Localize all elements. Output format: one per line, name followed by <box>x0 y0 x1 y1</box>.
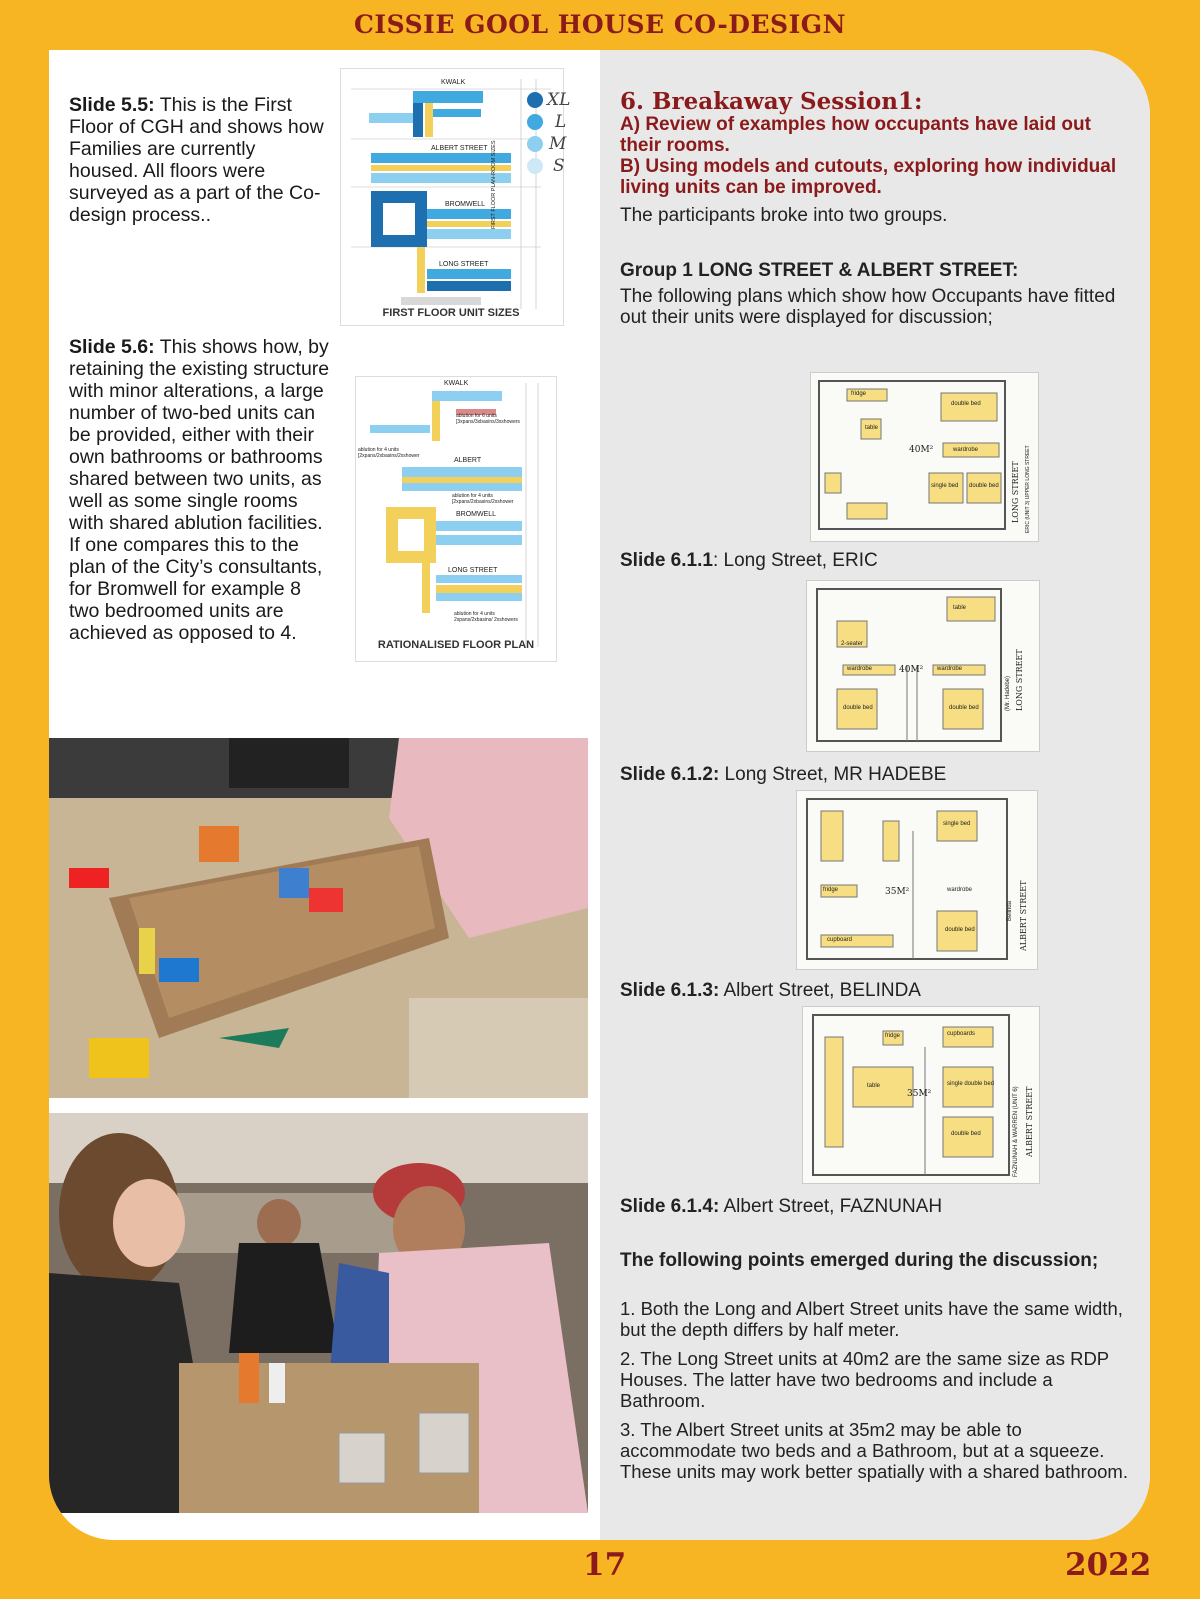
page-number: 17 <box>583 1547 627 1583</box>
workshop-photo-participants-image <box>49 1113 588 1513</box>
rationalised-floor-plan <box>355 376 557 662</box>
sketch-plan-faznunah <box>802 1006 1040 1184</box>
sketch3-room-5: fridge <box>823 887 839 893</box>
slide-5-5-body: This is the First Floor of CGH and shows how Families are currently housed. All floors were surveyed as a part of the Co-design process.. <box>69 94 324 226</box>
slide-5-5-text <box>69 94 329 226</box>
plan2-label-long: LONG STREET <box>448 567 498 574</box>
sketch1-note: ERIC (UNIT 3) UPPER LONG STREET <box>1025 445 1031 533</box>
plan2-note-1: ablution for 6 units [3xpans/3xbasins/3xshowers <box>456 413 520 425</box>
plan1-title: FIRST FLOOR UNIT SIZES <box>382 307 520 319</box>
sketch2-note: (Mr. Hadebe) <box>1005 675 1011 711</box>
sketch4-area: 35M² <box>907 1089 932 1099</box>
caption-6-1-4 <box>620 1196 942 1218</box>
point-2: 2. The Long Street units at 40m2 are the same size as RDP Houses. The latter have two bedrooms and include a Bathroom. <box>620 1348 1109 1411</box>
legend-l-label: L <box>555 112 567 132</box>
right-column <box>600 50 1150 1540</box>
sketch-plan-belinda <box>796 790 1038 970</box>
sketch1-room-3: single bed <box>931 483 959 489</box>
plan1-side-label: FIRST FLOOR PLAN-ROOM SIZES <box>491 140 497 229</box>
sketch3-room-4: cupboard <box>827 937 853 943</box>
sketch4-street: ALBERT STREET <box>1025 1086 1034 1157</box>
sketch1-room-6: fridge <box>851 391 867 397</box>
sketch1-room-2: wardrobe <box>953 447 979 453</box>
caption-6-1-1-sep: : <box>712 550 719 571</box>
sketch4-room-5: fridge <box>885 1033 901 1039</box>
sketch2-room-1: wardrobe <box>847 666 873 672</box>
workshop-photo-participants <box>49 1113 588 1513</box>
sketch3-area: 35M² <box>885 887 910 897</box>
sketch2-room-5: 2-seater <box>841 641 864 647</box>
sketch3-room-3: double bed <box>945 927 975 933</box>
points-heading: The following points emerged during the discussion; <box>620 1250 1099 1271</box>
slide-5-6-body: This shows how, by retaining the existing structure with minor alterations, a large number of two-bed units can be provided, either with their own bathrooms or bathrooms shared between two units, as well as some single rooms with shared ablution facilities. If one compares this to the plan of the City’s consultants, for Bromwell for example 8 two bedroomed units are achieved as opposed to 4. <box>69 336 330 644</box>
content-card <box>49 50 1150 1540</box>
plan2-note-2: ablution for 4 units [2xpans/2xbasins/2xshower <box>358 447 420 459</box>
caption-6-1-2-label: Slide 6.1.2: <box>620 764 720 785</box>
plan2-label-albert: ALBERT <box>454 457 482 464</box>
slide-5-6-label: Slide 5.6: <box>69 336 155 358</box>
caption-6-1-1 <box>620 550 878 572</box>
plan2-note-3: ablution for 4 units [2xpans/2xbasins/2xshower <box>452 493 514 505</box>
plan2-label-kwalk: KWALK <box>444 380 469 387</box>
breakaway-sub-a: A) Review of examples how occupants have laid out their rooms. <box>620 114 1091 156</box>
caption-6-1-3-text: Albert Street, BELINDA <box>719 980 921 1001</box>
sketch2-area: 40M² <box>899 665 924 675</box>
plan1-label-bromwell: BROMWELL <box>445 201 486 208</box>
footer-year: 2022 <box>1065 1547 1152 1583</box>
workshop-photo-models <box>49 738 588 1098</box>
sketch-plan-eric-drawing <box>811 373 1038 541</box>
legend-xl-label: XL <box>547 90 571 110</box>
sketch1-room-4: double bed <box>969 483 999 489</box>
sketch3-street: ALBERT STREET <box>1019 880 1028 951</box>
point-1: 1. Both the Long and Albert Street units have the same width, but the depth differs by half meter. <box>620 1298 1123 1340</box>
left-column <box>49 50 600 1540</box>
legend-m-label: M <box>549 134 567 154</box>
caption-6-1-2-text: Long Street, MR HADEBE <box>719 764 947 785</box>
sketch1-area: 40M² <box>909 445 934 455</box>
caption-6-1-4-label: Slide 6.1.4: <box>620 1196 720 1217</box>
breakaway-intro: The participants broke into two groups. <box>620 205 948 226</box>
slide-5-5-label: Slide 5.5: <box>69 94 155 116</box>
legend-s-dot <box>527 158 543 174</box>
legend-m-dot <box>527 136 543 152</box>
group-heading: Group 1 LONG STREET & ALBERT STREET: <box>620 260 1019 281</box>
caption-6-1-3-label: Slide 6.1.3: <box>620 980 720 1001</box>
caption-6-1-4-text: Albert Street, FAZNUNAH <box>719 1196 943 1217</box>
first-floor-plan-drawing <box>341 69 563 325</box>
page-header-title: CISSIE GOOL HOUSE CO-DESIGN <box>354 10 846 39</box>
sketch2-room-2: wardrobe <box>937 666 963 672</box>
legend-s-label: S <box>553 156 565 176</box>
sketch3-room-2: wardrobe <box>947 887 973 893</box>
workshop-photo-models-image <box>49 738 588 1098</box>
sketch2-room-6: table <box>953 605 967 611</box>
slide-5-6-text <box>69 336 331 644</box>
caption-6-1-1-label: Slide 6.1.1 <box>620 550 713 571</box>
plan2-title: RATIONALISED FLOOR PLAN <box>377 639 535 651</box>
plan2-note-4: ablution for 4 units 2xpans/2xbasins/ 2xshowers <box>454 611 518 623</box>
sketch1-room-5: table <box>865 425 879 431</box>
sketch3-room-1: single bed <box>943 821 971 827</box>
plan1-label-kwalk: KWALK <box>441 79 466 86</box>
plan1-label-albert: ALBERT STREET <box>431 145 488 152</box>
sketch1-room-1: double bed <box>951 401 981 407</box>
sketch2-room-3: double bed <box>843 705 873 711</box>
breakaway-title: 6. Breakaway Session1: <box>620 88 923 115</box>
sketch4-room-1: cupboards <box>947 1031 976 1037</box>
plan1-label-long: LONG STREET <box>439 261 489 268</box>
sketch4-room-3: single double bed <box>947 1081 995 1087</box>
caption-6-1-1-text: Long Street, ERIC <box>718 550 878 571</box>
sketch3-note: Belinda <box>1007 900 1013 921</box>
breakaway-sub-b: B) Using models and cutouts, exploring how individual living units can be improved. <box>620 156 1117 198</box>
sketch4-note: FAZNUNAH & WARREN (UNIT 6) <box>1013 1086 1019 1177</box>
sketch4-room-2: table <box>867 1083 881 1089</box>
point-3: 3. The Albert Street units at 35m2 may be able to accommodate two beds and a Bathroom, but at a squeeze. These units may work better spatially with a shared bathroom. <box>620 1419 1128 1482</box>
sketch1-street: LONG STREET <box>1011 461 1020 523</box>
sketch-plan-eric <box>810 372 1039 542</box>
caption-6-1-3 <box>620 980 921 1002</box>
sketch-plan-hadebe <box>806 580 1040 752</box>
legend-l-dot <box>527 114 543 130</box>
legend-xl-dot <box>527 92 543 108</box>
sketch4-room-4: double bed <box>951 1131 981 1137</box>
plan2-label-bromwell: BROMWELL <box>456 511 497 518</box>
caption-6-1-2 <box>620 764 946 786</box>
group-text: The following plans which show how Occupants have fitted out their units were displayed for discussion; <box>620 286 1116 328</box>
sketch2-street: LONG STREET <box>1015 649 1024 711</box>
sketch2-room-4: double bed <box>949 705 979 711</box>
